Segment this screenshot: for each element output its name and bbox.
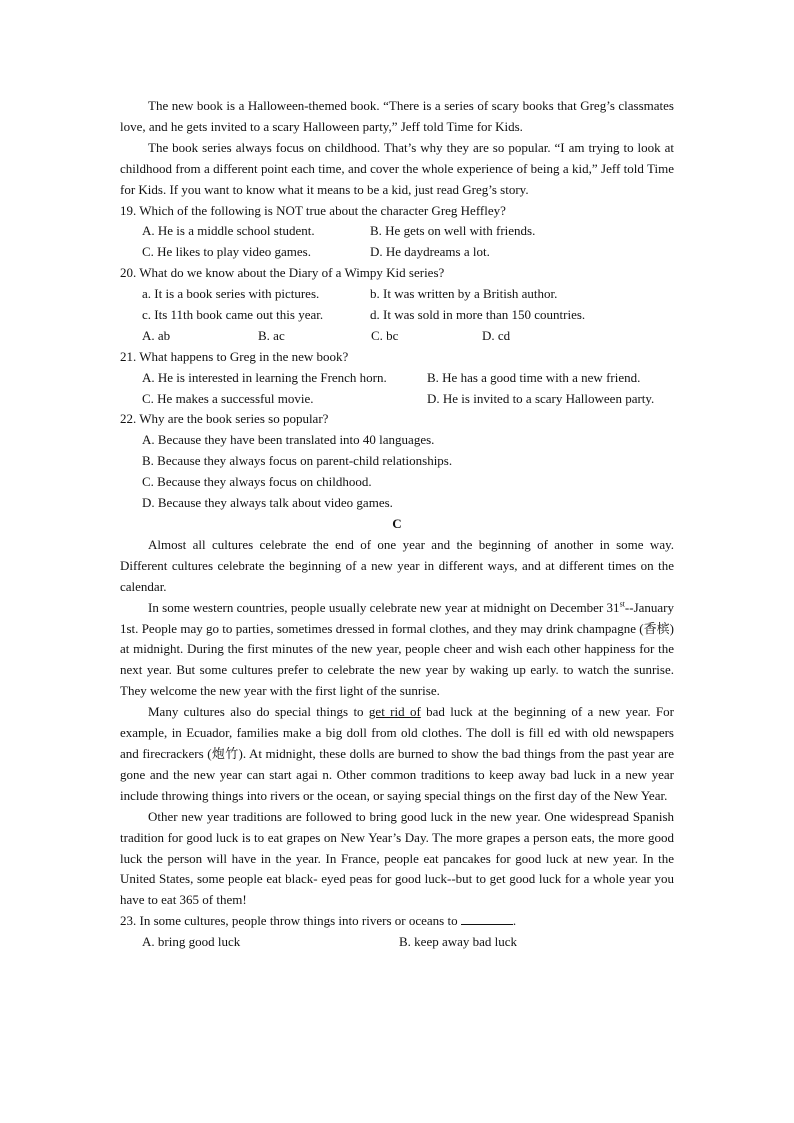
passage-c-paragraph-4: Other new year traditions are followed to bring good luck in the new year. One widespread Spanish tradition for good luck is to eat grapes on New Year’s Day. The more grapes a person eats, the more good luck the person will have in the year. In France, people eat pancakes for good luck at new year. In the United States, some people eat black- eyed peas for good luck--but to get good luck for a whole year you have to eat 365 of them!: [120, 808, 674, 908]
passage-c-p3-part-1: Many cultures also do special things to: [148, 704, 369, 720]
passage-c-paragraph-1: Almost all cultures celebrate the end of one year and the beginning of another in some way. Different cultures celebrate the beginning of a new year in different ways, and at different times on the calendar.: [120, 536, 674, 594]
q20-option-d[interactable]: D. cd: [482, 327, 511, 343]
q23-option-a[interactable]: A. bring good luck: [142, 934, 241, 950]
q20-option-b[interactable]: B. ac: [258, 327, 285, 343]
q20-statement-c: c. Its 11th book came out this year.: [142, 307, 324, 323]
section-c-heading: C: [392, 516, 402, 532]
q19-option-c[interactable]: C. He likes to play video games.: [142, 244, 311, 260]
question-19-options-row-1: [120, 221, 674, 242]
question-21-options-row-2: [120, 389, 674, 410]
q23-option-b[interactable]: B. keep away bad luck: [399, 934, 518, 950]
question-19-options-row-2: [120, 242, 674, 263]
question-20-stem: 20. What do we know about the Diary of a Wimpy Kid series?: [120, 265, 445, 281]
question-21-stem: 21. What happens to Greg in the new book?: [120, 348, 349, 364]
question-20-statements-row-2: [120, 305, 674, 326]
question-23-end: .: [512, 913, 517, 929]
question-19-stem: 19. Which of the following is NOT true about the character Greg Heffley?: [120, 202, 506, 218]
q21-option-d[interactable]: D. He is invited to a scary Halloween party.: [427, 390, 655, 406]
passage-c-paragraph-2: [120, 598, 674, 703]
q20-option-a[interactable]: A. ab: [142, 327, 171, 343]
passage-b-paragraph-2: The book series always focus on childhood. That’s why they are so popular. “I am trying to look at childhood from a different point each time, and cover the whole experience of being a kid,” Jeff told Time for Kids. If you want to know what it means to be a kid, just read Greg’s story.: [120, 139, 674, 197]
q21-option-b[interactable]: B. He has a good time with a new friend.: [427, 369, 641, 385]
question-20-statements-row-1: [120, 284, 674, 305]
underlined-phrase: get rid of: [368, 704, 421, 720]
q19-option-a[interactable]: A. He is a middle school student.: [142, 223, 315, 239]
question-20-options-row: [120, 326, 674, 347]
q22-option-c[interactable]: C. Because they always focus on childhood.: [142, 474, 372, 490]
ordinal-suffix: st: [619, 599, 625, 609]
q21-option-c[interactable]: C. He makes a successful movie.: [142, 390, 314, 406]
passage-b-paragraph-1: The new book is a Halloween-themed book. “There is a series of scary books that Greg’s classmates love, and he gets invited to a scary Halloween party,” Jeff told Time for Kids.: [120, 98, 674, 134]
q22-option-d[interactable]: D. Because they always talk about video games.: [142, 495, 393, 511]
q20-statement-a: a. It is a book series with pictures.: [142, 286, 320, 302]
passage-c-paragraph-3: [120, 702, 674, 807]
question-23-stem-line: [120, 911, 674, 932]
answer-blank[interactable]: [461, 912, 513, 925]
exam-page: [120, 96, 674, 953]
question-23-options-row: [120, 932, 674, 953]
passage-c-p2-part-2: --January 1st. People may go to parties, sometimes dressed in formal clothes, and they may drink champagne (香槟) at midnight. During the first minutes of the new year, people cheer and wish each other happiness for the next year. But some cultures prefer to celebrate the new year by waking up early. to watch the sunrise. They welcome the new year with the first light of the sunrise.: [120, 599, 674, 699]
passage-c-p3-part-2: bad luck at the beginning of a new year. For example, in Ecuador, families make a big doll from old clothes. The doll is fill ed with old newspapers and firecrackers (炮竹). At midnight, these dolls are burned to show the bad things from the past year are gone and the new year can start agai n. Other common traditions to keep away bad luck in a new year include throwing things into rivers or the ocean, or saying special things on the first day of the New Year.: [120, 704, 674, 803]
q19-option-d[interactable]: D. He daydreams a lot.: [370, 244, 490, 260]
q22-option-a[interactable]: A. Because they have been translated into 40 languages.: [142, 432, 435, 448]
question-23-stem: 23. In some cultures, people throw things into rivers or oceans to: [120, 913, 458, 929]
passage-c-p2-part-1: In some western countries, people usually celebrate new year at midnight on December 31: [148, 599, 620, 615]
q19-option-b[interactable]: B. He gets on well with friends.: [370, 223, 536, 239]
q20-option-c[interactable]: C. bc: [371, 327, 399, 343]
question-21-options-row-1: [120, 368, 674, 389]
q20-statement-b: b. It was written by a British author.: [370, 286, 558, 302]
q20-statement-d: d. It was sold in more than 150 countries.: [370, 307, 586, 323]
q22-option-b[interactable]: B. Because they always focus on parent-child relationships.: [142, 453, 453, 469]
question-22-stem: 22. Why are the book series so popular?: [120, 411, 329, 427]
q21-option-a[interactable]: A. He is interested in learning the French horn.: [142, 369, 387, 385]
